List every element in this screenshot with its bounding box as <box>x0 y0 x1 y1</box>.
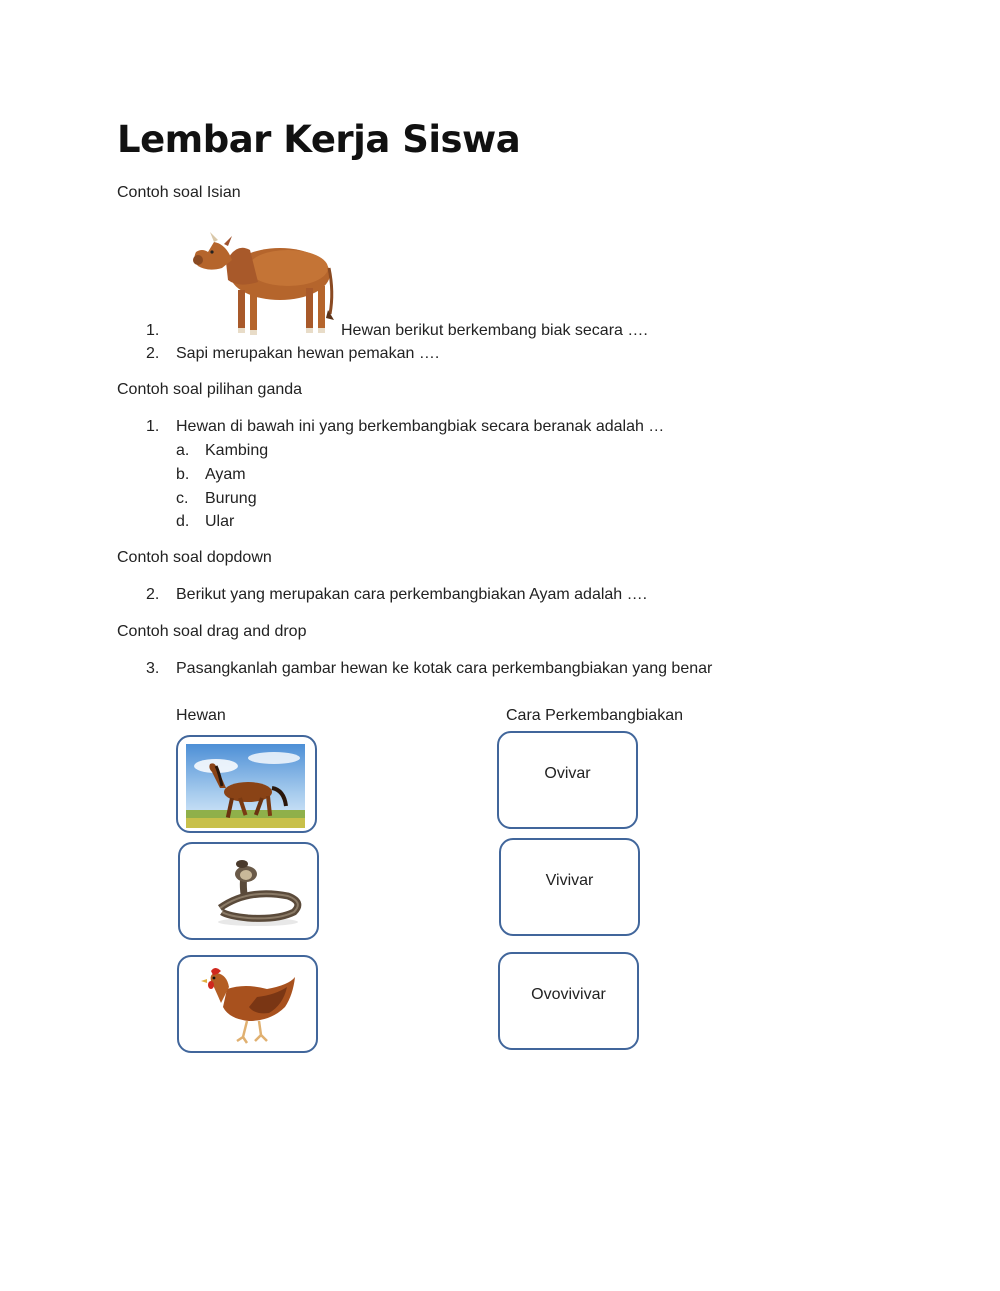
drop-target-ovivar[interactable] <box>497 731 638 829</box>
horse-image <box>186 744 305 828</box>
option-text: Burung <box>205 490 257 507</box>
option-letter: d. <box>176 513 190 530</box>
option-letter: a. <box>176 442 190 459</box>
drag-card-snake[interactable] <box>178 842 319 940</box>
question-number: 1. <box>146 418 160 435</box>
snake-image <box>208 858 304 928</box>
question-number: 1. <box>146 322 160 339</box>
column-label-hewan: Hewan <box>176 707 226 724</box>
drop-target-label: Vivivar <box>545 872 594 889</box>
column-label-cara: Cara Perkembangbiakan <box>506 707 683 724</box>
page-title: Lembar Kerja Siswa <box>117 118 521 161</box>
option-text: Ayam <box>205 466 246 483</box>
drag-card-chicken[interactable] <box>177 955 318 1053</box>
question-text: Sapi merupakan hewan pemakan …. <box>176 345 440 362</box>
cow-image <box>188 222 336 338</box>
drop-target-label: Ovovivivar <box>531 986 606 1003</box>
question-number: 2. <box>146 345 160 362</box>
question-number: 2. <box>146 586 160 603</box>
drop-target-vivivar[interactable] <box>499 838 640 936</box>
question-text: Pasangkanlah gambar hewan ke kotak cara perkembangbiakan yang benar <box>176 660 713 677</box>
drop-target-ovovivivar[interactable] <box>498 952 639 1050</box>
option-letter: c. <box>176 490 189 507</box>
question-text: Hewan berikut berkembang biak secara …. <box>341 322 648 339</box>
section-heading-isian: Contoh soal Isian <box>117 184 241 201</box>
option-letter: b. <box>176 466 190 483</box>
option-text: Ular <box>205 513 235 530</box>
drag-card-horse[interactable] <box>176 735 317 833</box>
section-heading-dropdown: Contoh soal dopdown <box>117 549 272 566</box>
question-number: 3. <box>146 660 160 677</box>
question-text: Berikut yang merupakan cara perkembangbiakan Ayam adalah …. <box>176 586 648 603</box>
option-text: Kambing <box>205 442 269 459</box>
section-heading-dragdrop: Contoh soal drag and drop <box>117 623 307 640</box>
section-heading-pilihan: Contoh soal pilihan ganda <box>117 381 303 398</box>
question-text: Hewan di bawah ini yang berkembangbiak secara beranak adalah … <box>176 418 665 435</box>
chicken-image <box>197 967 301 1045</box>
drop-target-label: Ovivar <box>544 765 591 782</box>
